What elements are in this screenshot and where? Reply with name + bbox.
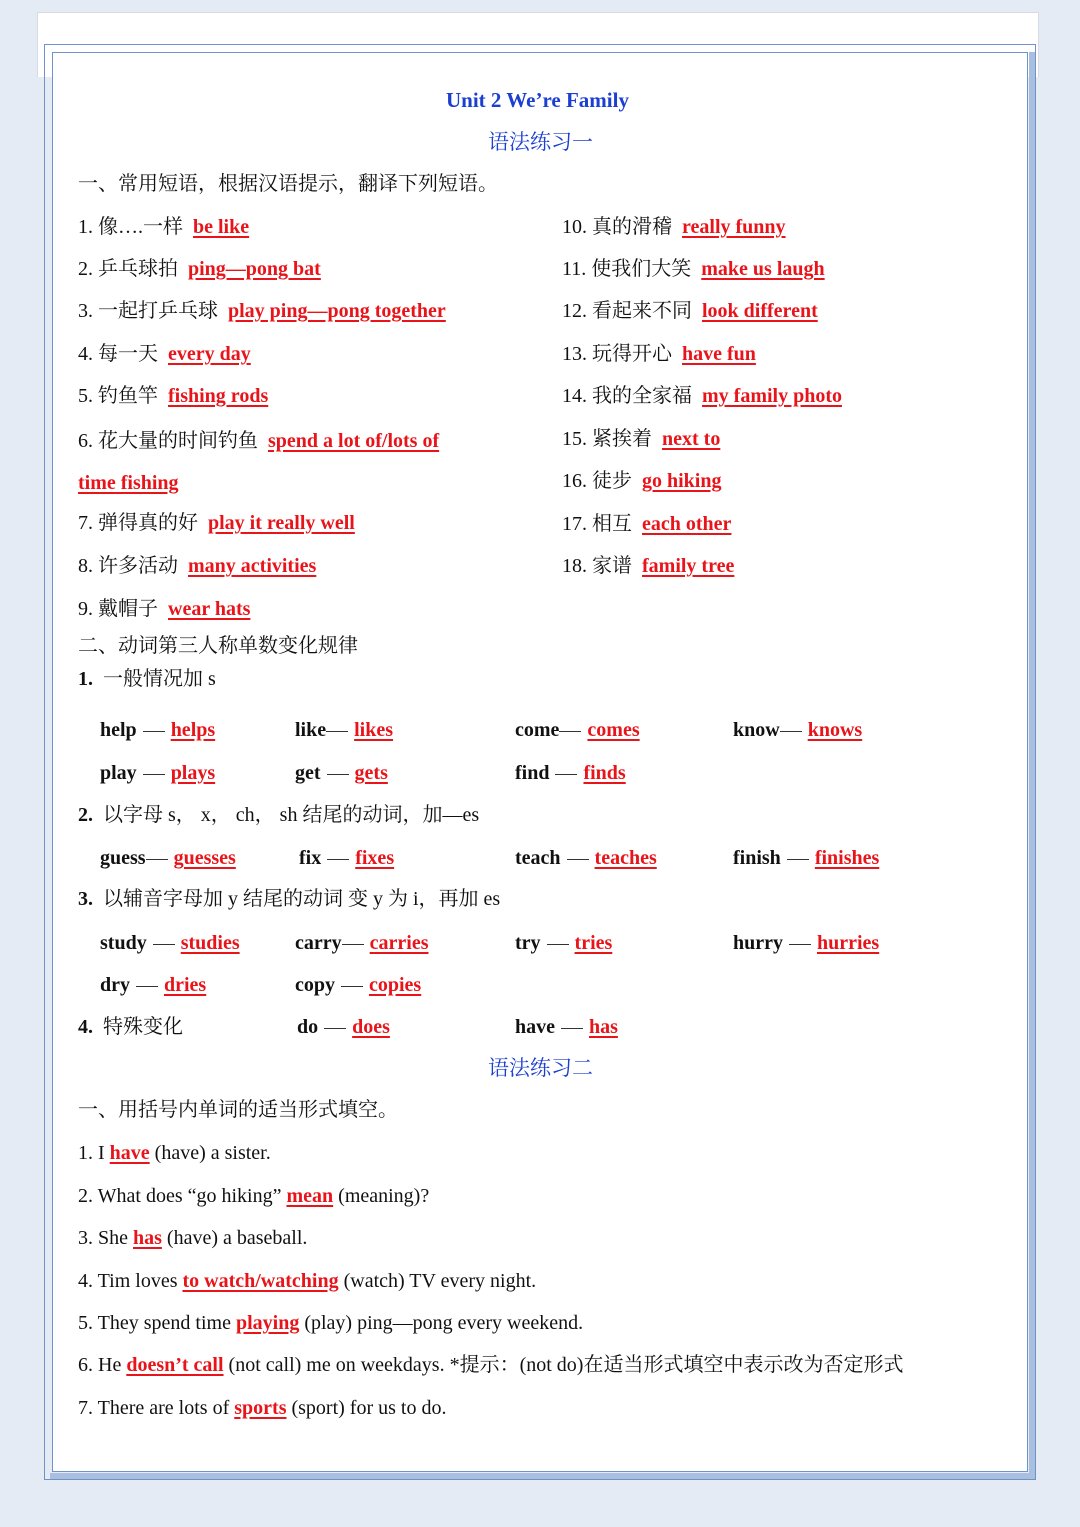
verb-pair: dry dries bbox=[100, 974, 207, 996]
verb-pair: copy copies bbox=[295, 974, 422, 996]
answer: spend a lot of/lots of bbox=[268, 430, 440, 452]
answer: make us laugh bbox=[701, 258, 825, 280]
verb-pair: get gets bbox=[295, 762, 388, 784]
answer: really funny bbox=[682, 216, 786, 238]
answer: time fishing bbox=[78, 472, 179, 494]
fill-item: 4. Tim loves to watch/watching (watch) TV every night. bbox=[78, 1270, 537, 1292]
fill-item: 5. They spend time playing (play) ping—pong every weekend. bbox=[78, 1312, 584, 1334]
phrase-item: 7. 弹得真的好 play it really well bbox=[78, 512, 355, 534]
section1-heading: 一、常用短语，根据汉语提示，翻译下列短语。 bbox=[78, 173, 498, 195]
answer: mean bbox=[286, 1185, 334, 1207]
section3-heading: 一、用括号内单词的适当形式填空。 bbox=[78, 1099, 398, 1121]
answer: have fun bbox=[682, 343, 756, 365]
verb-pair: fix fixes bbox=[299, 847, 395, 869]
fill-item: 7. There are lots of sports (sport) for us to do. bbox=[78, 1397, 447, 1419]
verb-pair: like likes bbox=[295, 719, 394, 741]
phrase-item: 11. 使我们大笑 make us laugh bbox=[562, 258, 825, 280]
part1-title: 语法练习一 bbox=[488, 130, 593, 154]
verb-pair: hurry hurries bbox=[733, 932, 880, 954]
rule-2: 2. 以字母 s， x， ch， sh 结尾的动词，加—es bbox=[78, 804, 480, 826]
phrase-item: 2. 乒乓球拍 ping—pong bat bbox=[78, 258, 321, 280]
phrase-item: 17. 相互 each other bbox=[562, 513, 732, 535]
answer: ping—pong bat bbox=[188, 258, 321, 280]
fill-item: 1. I have (have) a sister. bbox=[78, 1142, 271, 1164]
section2-heading: 二、动词第三人称单数变化规律 bbox=[78, 635, 358, 657]
answer: to watch/watching bbox=[182, 1270, 339, 1292]
answer: look different bbox=[702, 300, 818, 322]
verb-pair: guess guesses bbox=[100, 847, 236, 869]
phrase-item: 14. 我的全家福 my family photo bbox=[562, 385, 842, 407]
phrase-item: 15. 紧挨着 next to bbox=[562, 428, 721, 450]
phrase-item: 16. 徒步 go hiking bbox=[562, 470, 722, 492]
phrase-item: 9. 戴帽子 wear hats bbox=[78, 598, 251, 620]
rule-1: 1. 一般情况加 s bbox=[78, 668, 216, 690]
answer: has bbox=[133, 1227, 162, 1249]
page-title: Unit 2 We’re Family bbox=[446, 88, 629, 112]
verb-pair: know knows bbox=[733, 719, 863, 741]
rule-3: 3. 以辅音字母加 y 结尾的动词 变 y 为 i，再加 es bbox=[78, 888, 501, 910]
answer: have bbox=[109, 1142, 150, 1164]
verb-pair: try tries bbox=[515, 932, 613, 954]
phrase-item: 6. 花大量的时间钓鱼 spend a lot of/lots of bbox=[78, 430, 440, 452]
answer: go hiking bbox=[642, 470, 722, 492]
phrase-item: 12. 看起来不同 look different bbox=[562, 300, 818, 322]
phrase-item-continued bbox=[78, 471, 179, 495]
answer: play ping—pong together bbox=[228, 300, 446, 322]
verb-pair: help helps bbox=[100, 719, 216, 741]
phrase-item: 10. 真的滑稽 really funny bbox=[562, 216, 786, 238]
verb-pair: have has bbox=[515, 1016, 618, 1038]
verb-pair: find finds bbox=[515, 762, 626, 784]
fill-item: 3. She has (have) a baseball. bbox=[78, 1227, 308, 1249]
phrase-item: 3. 一起打乒乓球 play ping—pong together bbox=[78, 300, 446, 322]
answer: my family photo bbox=[702, 385, 842, 407]
phrase-item: 8. 许多活动 many activities bbox=[78, 555, 317, 577]
answer: sports bbox=[234, 1397, 287, 1419]
phrase-item: 13. 玩得开心 have fun bbox=[562, 343, 756, 365]
verb-pair: finish finishes bbox=[733, 847, 880, 869]
phrase-item: 1. 像….一样 be like bbox=[78, 216, 250, 238]
phrase-item: 4. 每一天 every day bbox=[78, 343, 251, 365]
answer: every day bbox=[168, 343, 251, 365]
verb-pair: carry carries bbox=[295, 932, 429, 954]
answer: next to bbox=[662, 428, 721, 450]
verb-pair: do does bbox=[297, 1016, 390, 1038]
answer: wear hats bbox=[168, 598, 251, 620]
rule-4: 4. 特殊变化 bbox=[78, 1016, 183, 1038]
answer: each other bbox=[642, 513, 732, 535]
answer: fishing rods bbox=[168, 385, 269, 407]
phrase-item: 18. 家谱 family tree bbox=[562, 555, 735, 577]
verb-pair: come comes bbox=[515, 719, 640, 741]
answer: play it really well bbox=[208, 512, 355, 534]
verb-pair: play plays bbox=[100, 762, 216, 784]
verb-pair: study studies bbox=[100, 932, 240, 954]
phrase-item: 5. 钓鱼竿 fishing rods bbox=[78, 385, 269, 407]
answer: be like bbox=[193, 216, 250, 238]
verb-pair: teach teaches bbox=[515, 847, 657, 869]
answer: family tree bbox=[642, 555, 735, 577]
part2-title: 语法练习二 bbox=[488, 1056, 593, 1080]
answer: doesn’t call bbox=[126, 1354, 224, 1376]
fill-item: 6. He doesn’t call (not call) me on weekdays. *提示：(not do)在适当形式填空中表示改为否定形式 bbox=[78, 1354, 904, 1376]
answer: playing bbox=[235, 1312, 300, 1334]
answer: many activities bbox=[188, 555, 317, 577]
fill-item: 2. What does “go hiking” mean (meaning)? bbox=[78, 1185, 430, 1207]
